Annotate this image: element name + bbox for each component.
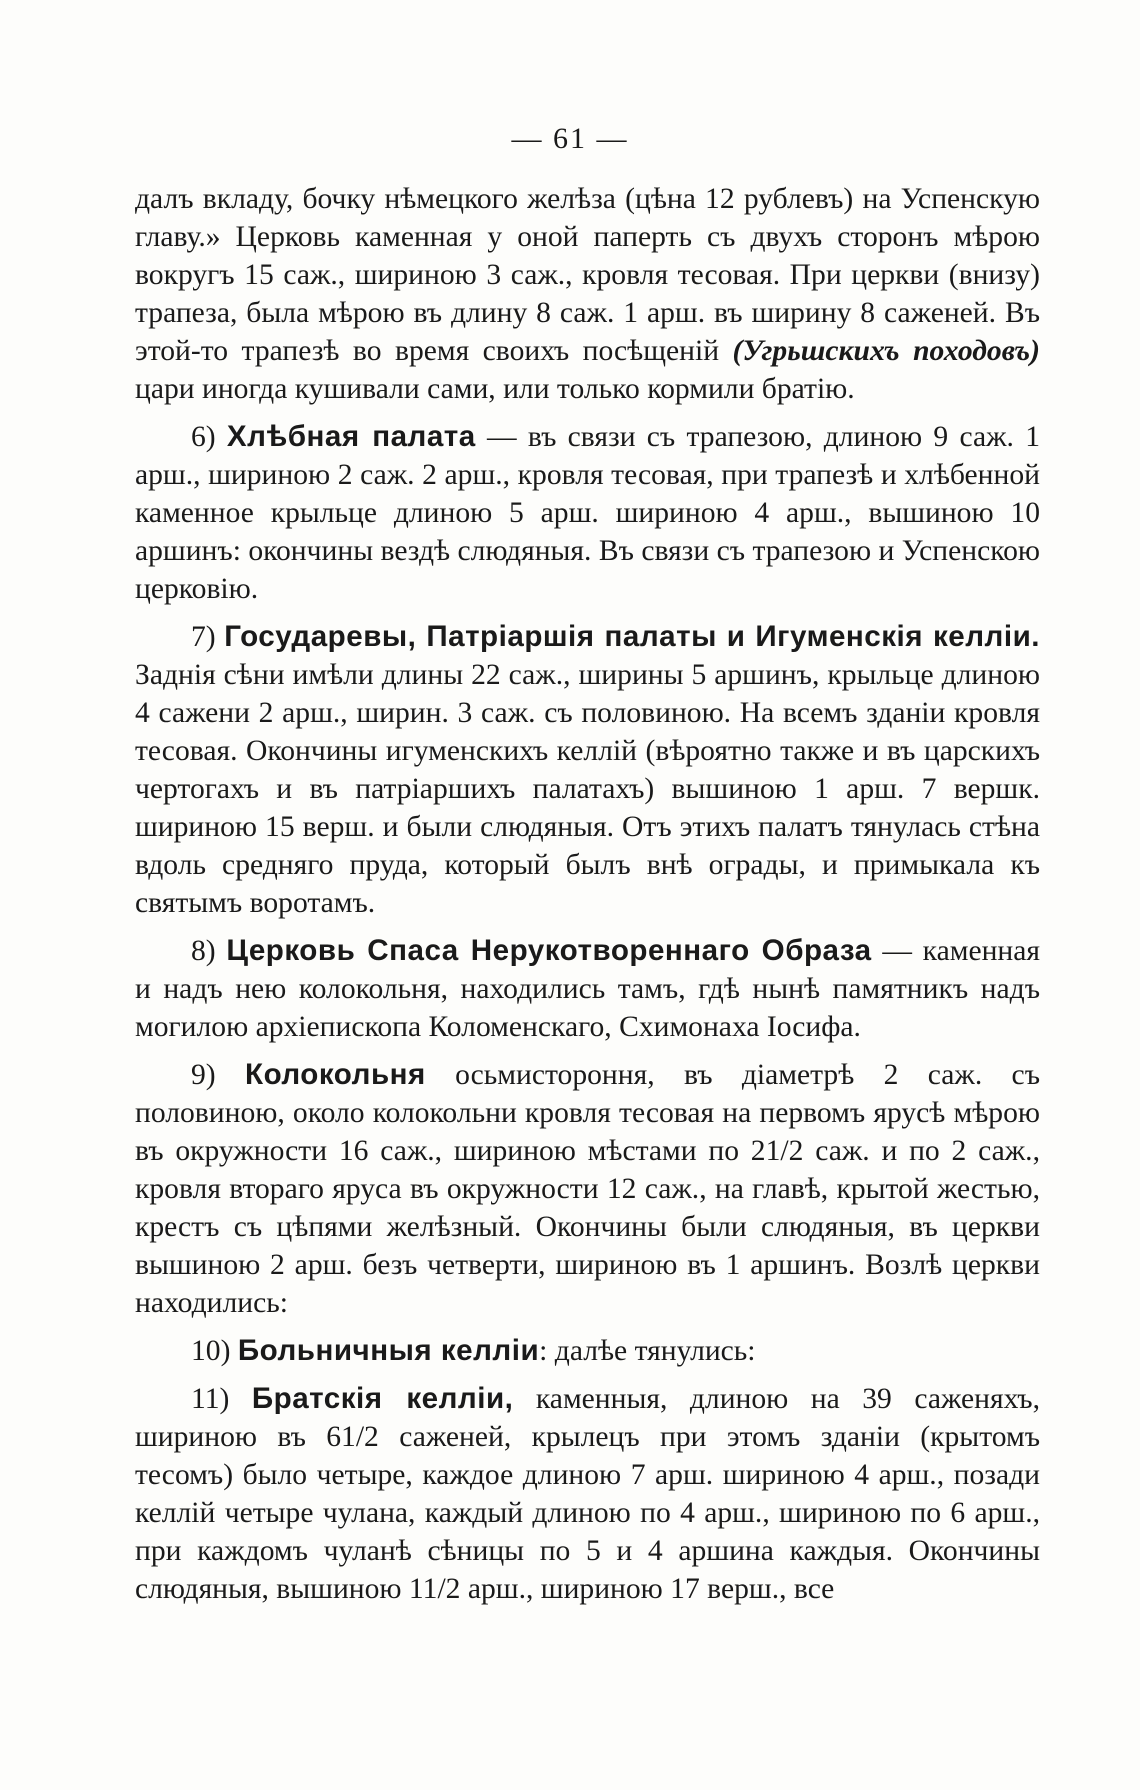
paragraph-text: далъ вкладу, бочку нѣмецкого желѣза (цѣна 12 рублевъ) на Успенскую главу.» Церковь каменная у оной паперть съ двухъ сторонъ мѣрою вокругъ 15 саж., шириною 3 саж., кровля тесовая. При церкви (внизу) трапеза, была мѣрою въ длину 8 саж. 1 арш. въ ширину 8 саженей. Въ этой-то трапезѣ во время своихъ посѣщеній [135, 183, 1040, 367]
paragraph-text: : далѣе тянулись: [539, 1335, 756, 1367]
item-number: 10) [191, 1335, 238, 1367]
paragraph-item-9 [135, 1056, 1040, 1322]
item-number: 6) [191, 421, 227, 453]
paragraph-text: — каменная и надъ нею колокольня, находились тамъ, гдѣ нынѣ памятникъ надъ могилою архіепископа Коломенскаго, Схимонаха Іосифа. [135, 935, 1040, 1043]
paragraph-item-8 [135, 932, 1040, 1046]
paragraph-continuation [135, 180, 1040, 408]
paragraph-text: саж. и по 2 саж., кровля втораго яруса въ окружности 12 саж., на главѣ, крытой жестью, крестъ съ цѣпями желѣзный. Окончины были слюдяныя, въ церкви вышиною 2 арш. безъ четверти, шириною въ 1 аршинъ. Возлѣ церкви находились: [135, 1135, 1040, 1319]
paragraph-item-10 [135, 1332, 1040, 1370]
item-number: 7) [191, 621, 225, 653]
paragraph-text: саженей, крылецъ при этомъ зданіи (крытомъ тесомъ) было четыре, каждое длиною 7 арш. шириною 4 арш., позади келлій четыре чулана, каждый длиною по 4 арш., шириною по 6 арш., при каждомъ чуланѣ сѣницы по 5 и 4 аршина каждыя. Окончины слюдяныя, вышиною 1 [135, 1421, 1040, 1605]
fraction: 1/2 [341, 1421, 379, 1453]
item-heading: Хлѣбная палата [226, 420, 476, 453]
item-number: 8) [191, 935, 227, 967]
paragraph-text: Заднія сѣни имѣли длины 22 саж., ширины 5 аршинъ, крыльце длиною 4 сажени 2 арш., ширин. 3 саж. съ половиною. На всемъ зданіи кровля тесовая. Окончины игуменскихъ келлій (вѣроятно также и въ царскихъ чертогахъ и въ патріаршихъ палатахъ) вышиною 1 арш. 7 вершк. шириною 15 верш. и были слюдяныя. Отъ этихъ палатъ тянулась стѣна вдоль средняго пруда, который былъ внѣ ограды, и примыкала къ святымъ воротамъ. [135, 659, 1040, 919]
item-heading: Государевы, Патріаршія палаты и Игуменскія келліи. [224, 620, 1040, 653]
item-number: 9) [191, 1059, 245, 1091]
body-text [135, 180, 1040, 1608]
item-heading: Церковь Спаса Нерукотвореннаго Образа [226, 934, 872, 967]
paragraph-text: — въ связи съ трапезою, длиною 9 саж. 1 арш., шириною 2 саж. 2 арш., кровля тесовая, при трапезѣ и хлѣбенной каменное крыльце длиною 5 арш. шириною 4 арш., вышиною 10 аршинъ: окончины вездѣ слюдяныя. Въ связи съ трапезою и Успенскою церковію. [135, 421, 1040, 605]
fraction: 1/2 [422, 1573, 461, 1605]
item-heading: Больничныя келліи [237, 1334, 540, 1367]
fraction: 1/2 [765, 1135, 804, 1167]
paragraph-text: каменныя, длиною на 39 саженяхъ, шириною въ 6 [135, 1383, 1041, 1453]
item-number: 11) [191, 1383, 252, 1415]
paragraph-item-11 [135, 1380, 1040, 1608]
item-heading: Колокольня [245, 1058, 426, 1091]
paragraph-item-6 [135, 418, 1040, 608]
paragraph-text: осьмистороння, въ діаметрѣ 2 саж. съ половиною, около колокольни кровля тесовая на первомъ ярусѣ мѣрою въ окружности 16 саж., шириною мѣстами по 2 [135, 1059, 1040, 1167]
paragraph-item-7 [135, 618, 1040, 922]
italic-phrase: (Угрьшскихъ походовъ) [732, 335, 1040, 367]
paragraph-text: цари иногда кушивали сами, или только кормили братію. [135, 373, 855, 405]
paragraph-text: арш., шириною 17 верш., все [460, 1573, 835, 1605]
page-number: — 61 — [511, 122, 629, 155]
item-heading: Братскія келліи, [251, 1382, 514, 1415]
